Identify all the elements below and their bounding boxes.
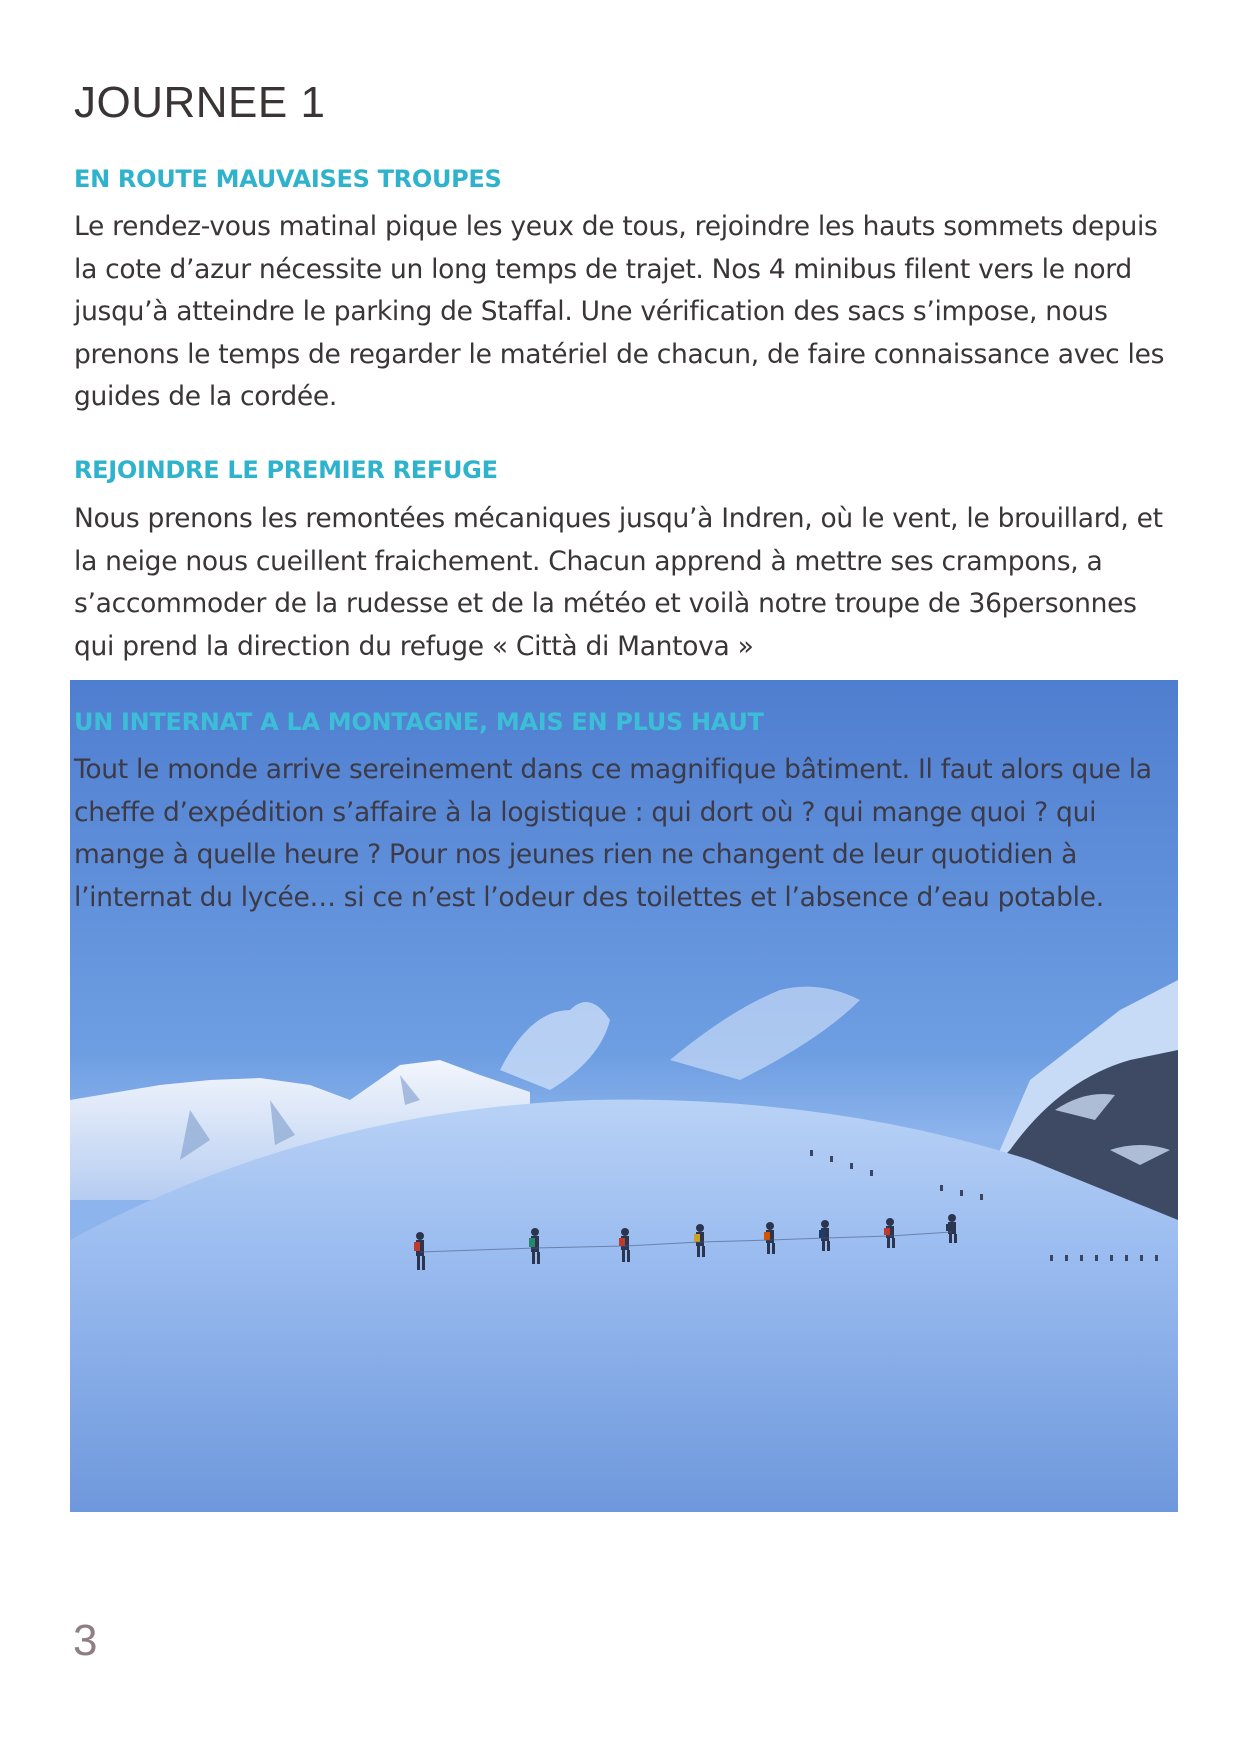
text-line: Tout le monde arrive sereinement dans ce magnifique bâtiment. Il faut alors que la (74, 754, 1152, 785)
text-line: Le rendez-vous matinal pique les yeux de tous, rejoindre les hauts sommets depuis (74, 211, 1158, 242)
section-body-en-route (74, 206, 1174, 419)
section-heading-en-route: EN ROUTE MAUVAISES TROUPES (74, 165, 502, 193)
text-line: prenons le temps de regarder le matériel de chacun, de faire connaissance avec les (74, 338, 1165, 370)
section-heading-internat: UN INTERNAT A LA MONTAGNE, MAIS EN PLUS HAUT (74, 708, 764, 736)
text-line: guides de la cordée. (74, 381, 337, 412)
text-line: jusqu’à atteindre le parking de Staffal. Une vérification des sacs s’impose, nous (74, 296, 1108, 327)
text-line: la neige nous cueillent fraichement. Chacun apprend à mettre ses crampons, a (74, 545, 1103, 577)
text-line: mange à quelle heure ? Pour nos jeunes rien ne changent de leur quotidien à (74, 839, 1078, 870)
text-line: l’internat du lycée… si ce n’est l’odeur des toilettes et l’absence d’eau potable. (74, 881, 1104, 913)
text-line: Nous prenons les remontées mécaniques jusqu’à Indren, où le vent, le brouillard, et (74, 503, 1163, 534)
text-line: la cote d’azur nécessite un long temps de trajet. Nos 4 minibus filent vers le nord (74, 253, 1132, 285)
section-heading-premier-refuge: REJOINDRE LE PREMIER REFUGE (74, 456, 498, 484)
section-body-premier-refuge (74, 498, 1174, 668)
text-line: cheffe d’expédition s’affaire à la logistique : qui dort où ? qui mange quoi ? qui (74, 796, 1097, 828)
page-title: JOURNEE 1 (74, 78, 326, 127)
text-line: qui prend la direction du refuge « Città di Mantova » (74, 630, 754, 662)
page-number: 3 (73, 1616, 98, 1665)
section-body-internat (74, 749, 1174, 919)
text-line: s’accommoder de la rudesse et de la météo et voilà notre troupe de 36personnes (74, 588, 1137, 619)
